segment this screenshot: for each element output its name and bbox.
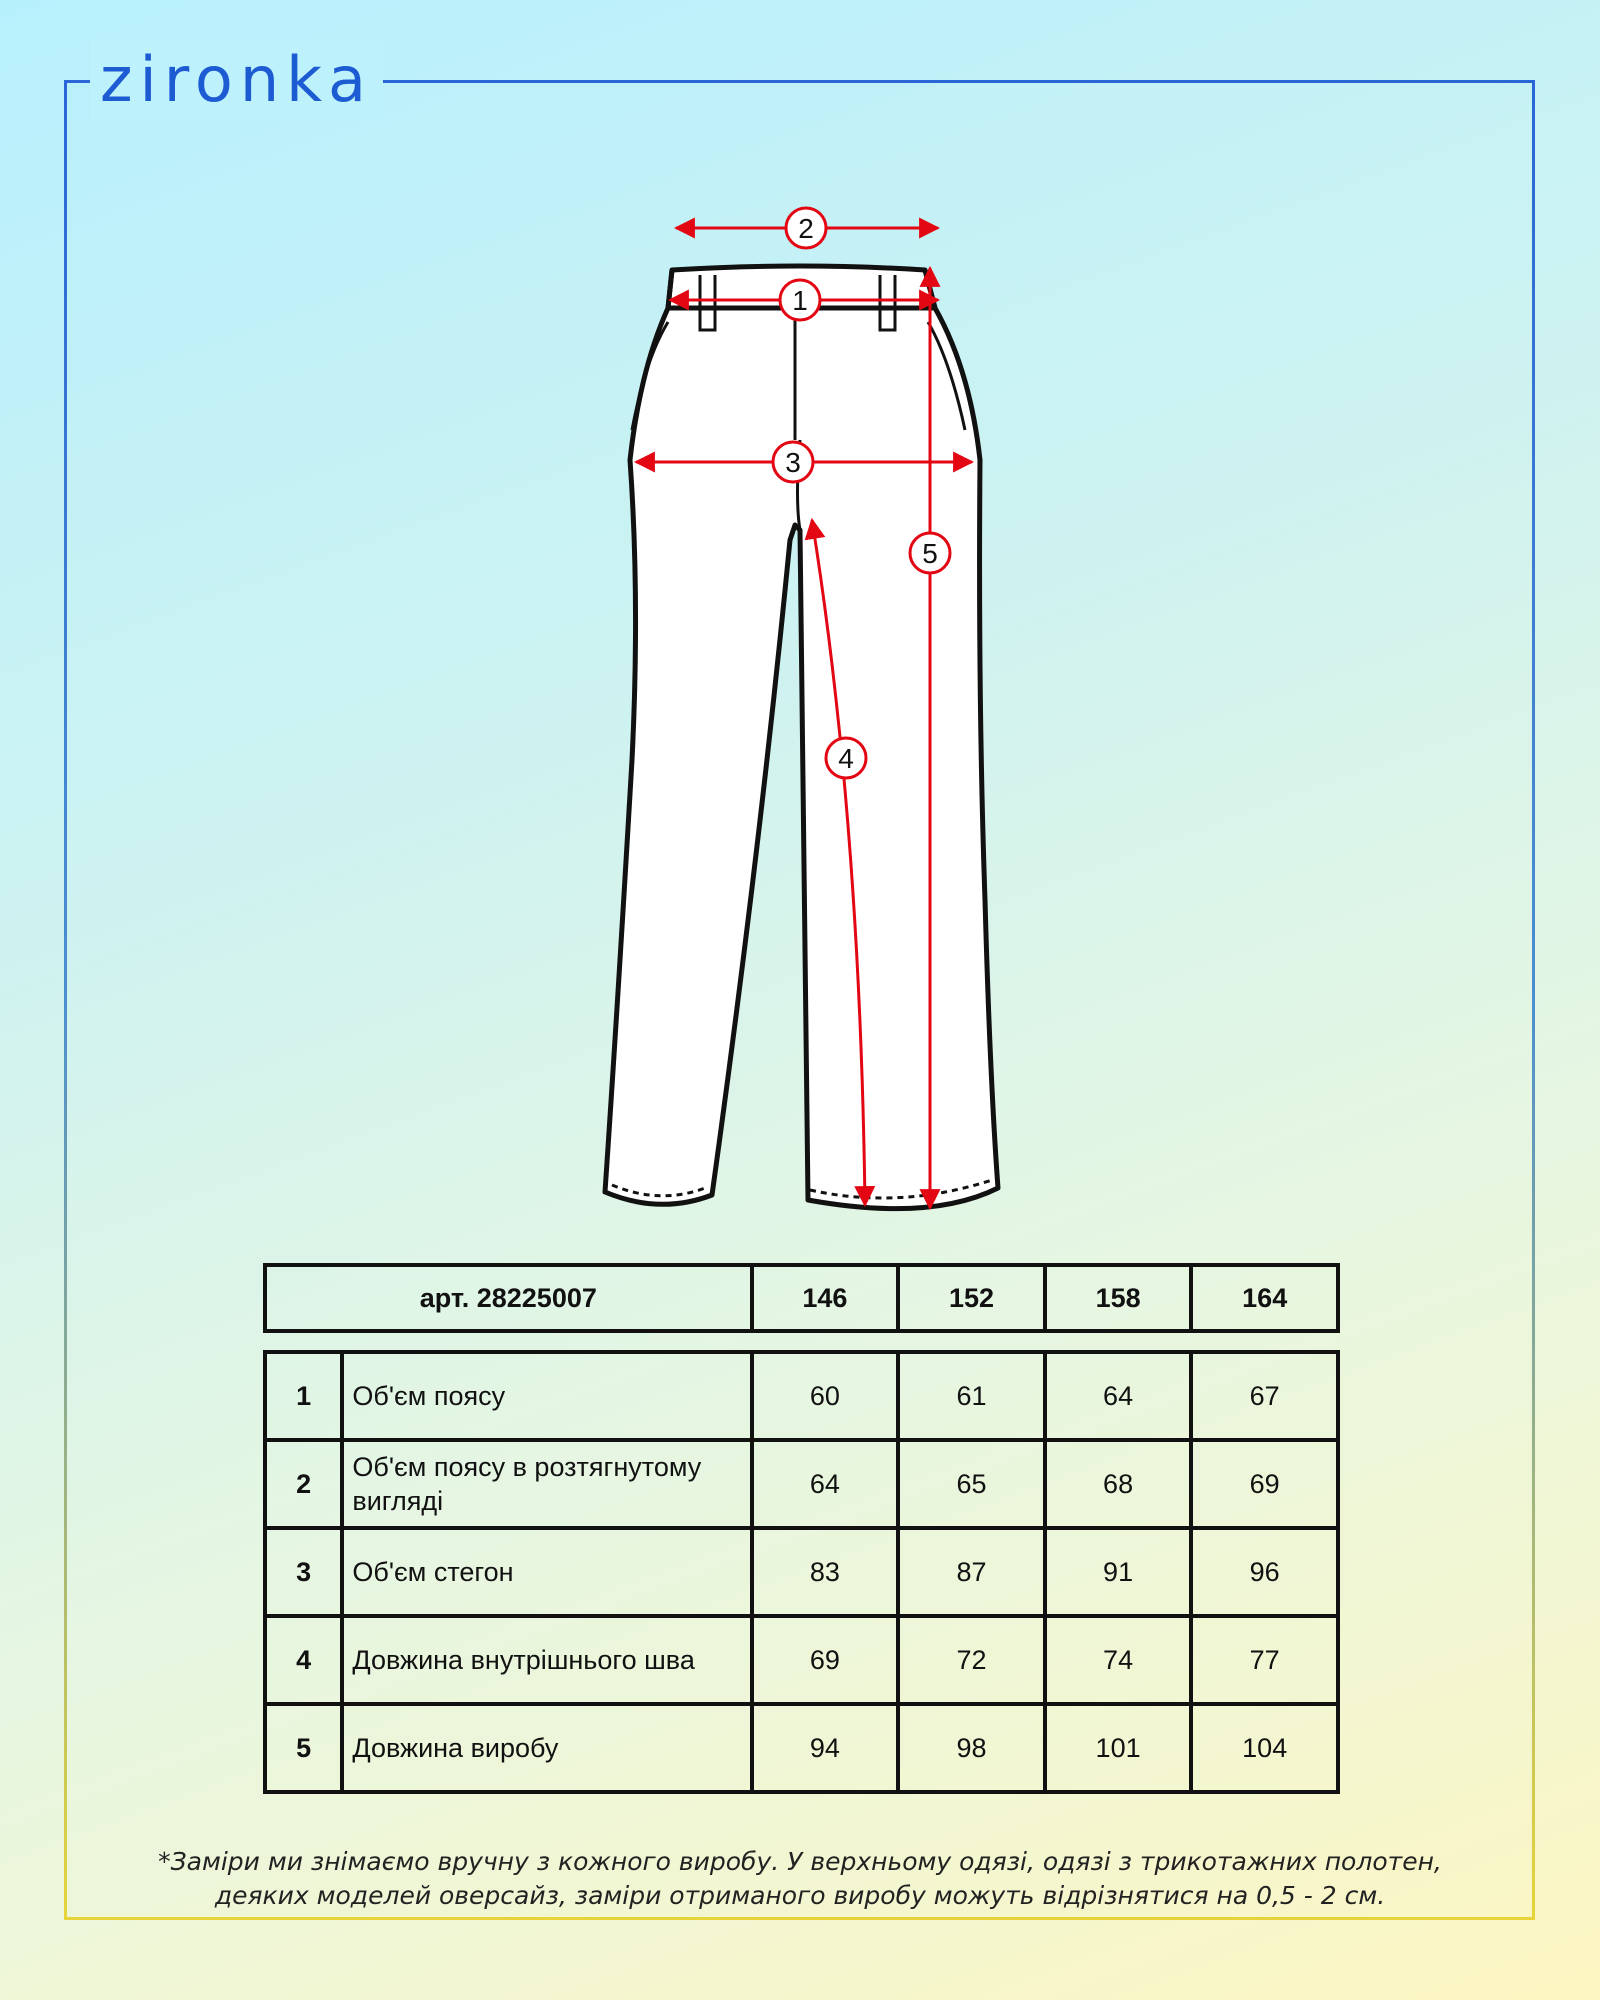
table-row — [265, 1528, 1338, 1616]
row-number: 5 — [265, 1704, 342, 1792]
cell-value: 94 — [752, 1704, 899, 1792]
footnote-line-1: *Заміри ми знімаємо вручну з кожного виробу. У верхньому одязі, одязі з трикотажних полотен, — [158, 1847, 1442, 1876]
row-number: 1 — [265, 1352, 342, 1440]
size-158: 158 — [1045, 1265, 1192, 1331]
cell-value: 74 — [1045, 1616, 1192, 1704]
footnote-line-2: деяких моделей оверсайз, заміри отриманого виробу можуть відрізнятися на 0,5 - 2 см. — [214, 1881, 1386, 1910]
cell-value: 67 — [1191, 1352, 1338, 1440]
table-row — [265, 1440, 1338, 1528]
footnote — [90, 1845, 1510, 1913]
cell-value: 61 — [898, 1352, 1045, 1440]
marker-4-label: 4 — [838, 743, 854, 774]
cell-value: 101 — [1045, 1704, 1192, 1792]
marker-5 — [910, 533, 950, 573]
row-number: 2 — [265, 1440, 342, 1528]
size-164: 164 — [1191, 1265, 1338, 1331]
row-label: Об'єм поясу в розтягнутому вигляді — [342, 1440, 751, 1528]
cell-value: 96 — [1191, 1528, 1338, 1616]
cell-value: 64 — [1045, 1352, 1192, 1440]
marker-1-label: 1 — [792, 285, 808, 316]
size-146: 146 — [752, 1265, 899, 1331]
cell-value: 65 — [898, 1440, 1045, 1528]
article-number: арт. 28225007 — [265, 1265, 752, 1331]
cell-value: 91 — [1045, 1528, 1192, 1616]
cell-value: 69 — [752, 1616, 899, 1704]
brand-logo: zironka — [90, 40, 383, 120]
trousers-outline — [605, 266, 998, 1209]
cell-value: 69 — [1191, 1440, 1338, 1528]
row-label: Об'єм стегон — [342, 1528, 751, 1616]
marker-1 — [780, 280, 820, 320]
cell-value: 98 — [898, 1704, 1045, 1792]
marker-5-label: 5 — [922, 538, 938, 569]
table-row — [265, 1352, 1338, 1440]
cell-value: 60 — [752, 1352, 899, 1440]
cell-value: 87 — [898, 1528, 1045, 1616]
row-label: Довжина внутрішнього шва — [342, 1616, 751, 1704]
measurements-table — [263, 1350, 1340, 1794]
cell-value: 72 — [898, 1616, 1045, 1704]
cell-value: 104 — [1191, 1704, 1338, 1792]
marker-2 — [786, 208, 826, 248]
row-label: Об'єм поясу — [342, 1352, 751, 1440]
marker-3 — [773, 442, 813, 482]
cell-value: 77 — [1191, 1616, 1338, 1704]
marker-2-label: 2 — [798, 213, 814, 244]
table-row — [265, 1704, 1338, 1792]
cell-value: 83 — [752, 1528, 899, 1616]
cell-value: 64 — [752, 1440, 899, 1528]
row-number: 3 — [265, 1528, 342, 1616]
cell-value: 68 — [1045, 1440, 1192, 1528]
row-number: 4 — [265, 1616, 342, 1704]
marker-4 — [826, 738, 866, 778]
size-header-table — [263, 1263, 1340, 1333]
size-152: 152 — [898, 1265, 1045, 1331]
table-row — [265, 1616, 1338, 1704]
row-label: Довжина виробу — [342, 1704, 751, 1792]
marker-3-label: 3 — [785, 447, 801, 478]
